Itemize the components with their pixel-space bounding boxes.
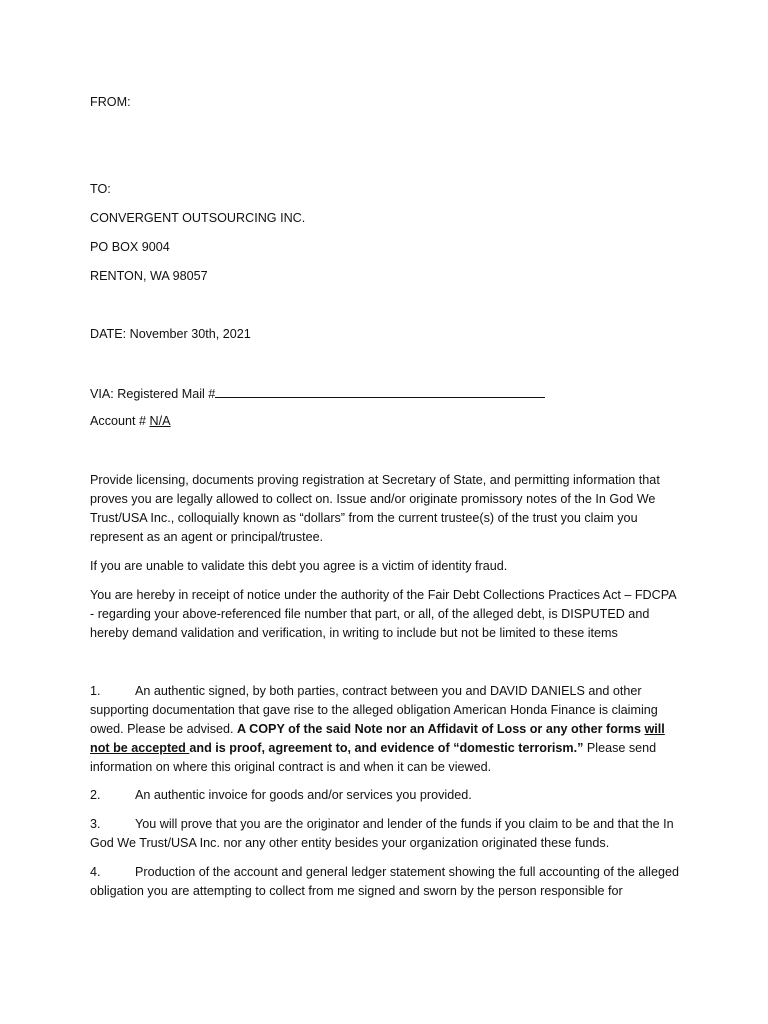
list-item-text: An authentic signed, by both parties, contract between you and DAVID DANIELS and other supporting documentation that gave rise to the alleged obligation American Honda Finance is claiming owed. Please be advised.	[90, 684, 658, 736]
recipient-name: CONVERGENT OUTSOURCING INC.	[90, 211, 306, 225]
list-item-1	[90, 682, 680, 777]
list-item-text: An authentic invoice for goods and/or services you provided.	[135, 788, 472, 802]
via-line	[90, 385, 545, 401]
list-item-text-2: Please send information on where this original contract is and when it can be viewed.	[90, 741, 657, 774]
account-line	[90, 414, 171, 428]
date-line: DATE: November 30th, 2021	[90, 327, 251, 341]
list-item-text: You will prove that you are the originator and lender of the funds if you claim to be and that the In God We Trust/USA Inc. nor any other entity besides your organization originated these funds.	[90, 817, 674, 850]
list-item-text: Production of the account and general ledger statement showing the full accounting of the alleged obligation you are attempting to collect from me signed and sworn by the person responsible for	[90, 865, 679, 898]
recipient-po-box: PO BOX 9004	[90, 240, 170, 254]
list-item-bold-text-2: and is proof, agreement to, and evidence of “domestic terrorism.”	[189, 741, 584, 755]
account-value: N/A	[149, 414, 171, 428]
list-item-number: 4.	[90, 865, 101, 879]
via-label: VIA: Registered Mail #	[90, 387, 216, 401]
list-item-number: 1.	[90, 684, 101, 698]
list-item-3	[90, 815, 680, 853]
list-item-4	[90, 863, 680, 901]
from-label: FROM:	[90, 95, 131, 109]
list-item-bold-text: A COPY of the said Note nor an Affidavit of Loss or any other forms	[237, 722, 645, 736]
account-label: Account #	[90, 414, 150, 428]
list-item-2	[90, 786, 680, 805]
paragraph-fdcpa-notice: You are hereby in receipt of notice under the authority of the Fair Debt Collections Practices Act – FDCPA - regarding your above-referenced file number that part, or all, of the alleged debt, is DISPUTED and hereby demand validation and verification, in writing to include but not be limited to these items	[90, 588, 676, 640]
paragraph-licensing: Provide licensing, documents proving registration at Secretary of State, and permitting information that proves you are legally allowed to collect on. Issue and/or originate promissory notes of the In God We Trust/USA Inc., colloquially known as “dollars” from the current trustee(s) of the trust you claim you represent as an agent or principal/trustee.	[90, 473, 660, 544]
registered-mail-blank	[215, 385, 545, 398]
list-item-number: 3.	[90, 817, 101, 831]
list-item-bold-underline-text: will not be accepted	[90, 722, 665, 755]
paragraph-identity-fraud: If you are unable to validate this debt you agree is a victim of identity fraud.	[90, 559, 508, 573]
to-label: TO:	[90, 182, 111, 196]
list-item-number: 2.	[90, 788, 101, 802]
recipient-city-state-zip: RENTON, WA 98057	[90, 269, 208, 283]
